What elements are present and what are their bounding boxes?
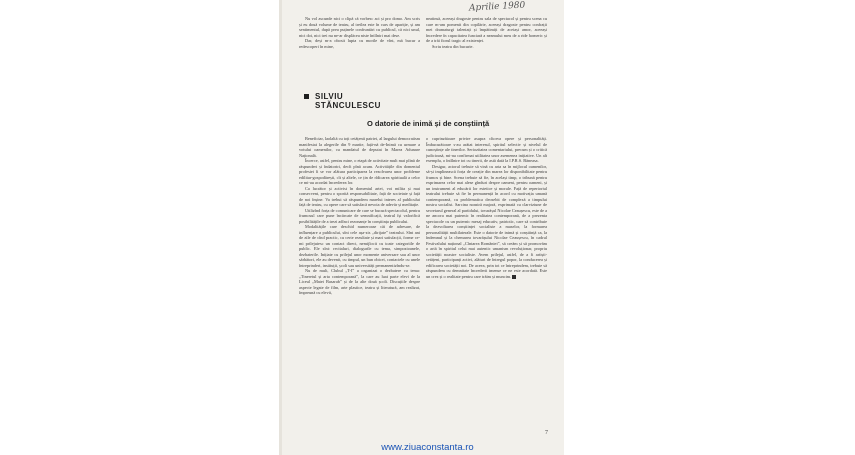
author-name xyxy=(304,92,381,110)
right-paragraph xyxy=(426,164,547,280)
right-paragraph-text: Desigur, actorul trebuie să vină cu arta sa în mijlocul oamenilor, să-și implinească forța de creație din marea lor disponibilitate pentru frumos și bine. Scena trebuie să fie, în același timp, o tribună pentru exprimarea celor mai alese gînduri despre oameni, pentru oameni, și un instrument al educării lor estetice și morale. Față de repertoriul teatrului trebuie să fie în permanență în acord cu motivația umană contemporană, cu problematica deosebit de complexă a timpului nostru socialist. Sarcina noastră majoră, exprimată cu clarviziune de secretarul general al partidului, tovarășul Nicolae Ceaușescu, este de a ne ancora mai puternic în realitatea contemporană, de a prezenta spectacole cu un puternic mesaj educativ, patriotic, care să contribuie la dezvoltarea conștiinței socialiste a maselor, la formarea personalității multilaterale. Este o datorie de inimă și conștiință ca, la îndemnul și la chemarea tovarășului Nicolae Ceaușescu, în cadrul Festivalului național „Cîntarea României”, să creăm și să promovăm o artă în spiritul celui mai autentic umanism revoluționar, propriu societății noastre socialiste. Avem prilejul, astfel, de a fi artiști-cetățeni, participanți activi, alături de întregul popor, la conducerea și edificarea societății noi. De aceea, prin tot ce întreprindem, trebuie să răspundem cu demnitate încrederii imense ce ne este acordată. Este un crez și o realitate pentru care trăim și muncim. xyxy=(426,163,547,279)
author-first-name: SILVIU xyxy=(315,92,344,101)
left-paragraph: Nu de mult, Clubul „T-I” a organizat o dezbatere cu tema: „Tineretul și arta contemporană”, la care au luat parte elevi de la Liceul „Matei Basarab” și de la alte două școli. Discuțiile despre aspecte legate de film, arte plastice, teatru și literatură, am realizat, împreună cu elevii, xyxy=(299,268,420,295)
top-right-paragraph: Scriu teatru din bucurie. xyxy=(432,43,474,49)
article-title: O datorie de inimă și de conștiință xyxy=(367,119,490,128)
page-number: 7 xyxy=(545,430,548,436)
left-column xyxy=(299,136,420,429)
top-left-paragraph: Dar, deși m-a obosit lupta cu morile de vînt, mă bucur a redescoperi în mine, xyxy=(299,38,420,49)
page-edge-shadow xyxy=(279,0,282,455)
top-left-paragraph: Nu vol ascunde nici o clipă că vorbesc aci și pro domo. Am scris și eu două volume de teatru, al treilea este în curs de apariție, și am sentimentul, după prea puținele confruntări cu publicul, că nici unul, nici doi, nici trei nu ne-ar displăcea niste întîlniri mai dese. xyxy=(299,16,420,38)
author-last-name: STĂNCULESCU xyxy=(315,101,381,110)
top-right-paragraph: neatinsă, aceeași dragoste pentru sala de spectacol și pentru scena cu care m-am pomenit din copilărie, aceeași dragoste pentru confrații mei dramaturgi talentați și împătimiți de aceiași amor, aceeași încredere în capacitatea funciară a neamului meu de a ride homeric și de a trăi fiorul tragic al existenței. xyxy=(426,16,547,43)
left-paragraph: Încerce, astfel, pentru mine, o etapă de activitate mult mai plină de răspunderi și îndatoriri, decît pînă acum. Activitățile din domeniul profesiei îi se vor alătura participarea la rezolvarea unor probleme edilitar-gospodărești, cît și altele, ce țin de rîdicarea spirituală a celor ce mi-au acordat încrederea lor. xyxy=(299,158,420,185)
left-paragraph: Ca lucrător și activist în domeniul artei, voi milita și mai consecvent, pentru o sporită responsabilitate, față de societate și față de noi înșine. Va trebui să răspundem marelui interes al publicului față de teatru, cu opere care să satisfacă nevoia de adevăr și meditație. xyxy=(299,185,420,207)
bullet-square-icon xyxy=(304,94,309,99)
top-right-column xyxy=(426,16,547,78)
left-paragraph: Modalitățile care deschid numeroase căi de adresare, de influențare a publicului, sînt cele așa-zis „dirijate” teatrului. Sînt ani de zile de cînd practic, cu certe rezultate și mari satisfacții, forme ce-mi prilejuiesc un contact direct, nemijlocit cu toate categoriile de public. Ele sînt: recitaluri, dialogurile cu tema, simpozioanele, dezbaterile. Inițiate cu prilejul unor momente aniversare sau al unor sărbători, ele au devenit, cu timpul, un bun obicei, contactele cu unele întreprinderi, instituții, școli sau universități permanentizîndu-se. xyxy=(299,224,420,268)
source-caption: www.ziuaconstanta.ro xyxy=(381,442,474,453)
left-paragraph: Utilizînd forța de comunicare de care se bucură spectacolul, pentru frumosul care pune încărcate de semnificații, teatrul își valorifică posibilitățile de a trezi adînci rezonanțe în conștiința publicului. xyxy=(299,207,420,224)
left-paragraph: Beneficiar, laolaltă cu toți cetățenii patriei, al largului democratism manifestat la alegerile din 9 martie, față-nă de-Inimă cu urmare a votului oamenilor, cu mandatul de deputat în Marea Adunare Națională. xyxy=(299,136,420,158)
end-of-article-square-icon xyxy=(512,275,516,279)
right-column xyxy=(426,136,547,419)
right-paragraph: o cuprinzătoare privire asupra cîtorva opere și personalități. Îmbucurătoare s-au arătat interesul, spiritul selectiv și nivelul de cunoștințe ale tinerilor. Seriozitatea comentariului, precum și o critică judicioasă, mi-au confirmat utilitatea unor asemenea inițiative. Un alt exemplu, o întîlnire tot cu tinerii, de astă dată la I.P.R.S. Băneasa. xyxy=(426,136,547,163)
top-left-column xyxy=(299,16,420,78)
handwritten-date-note: Aprilie 1980 xyxy=(468,0,526,14)
scanned-page xyxy=(279,0,564,455)
